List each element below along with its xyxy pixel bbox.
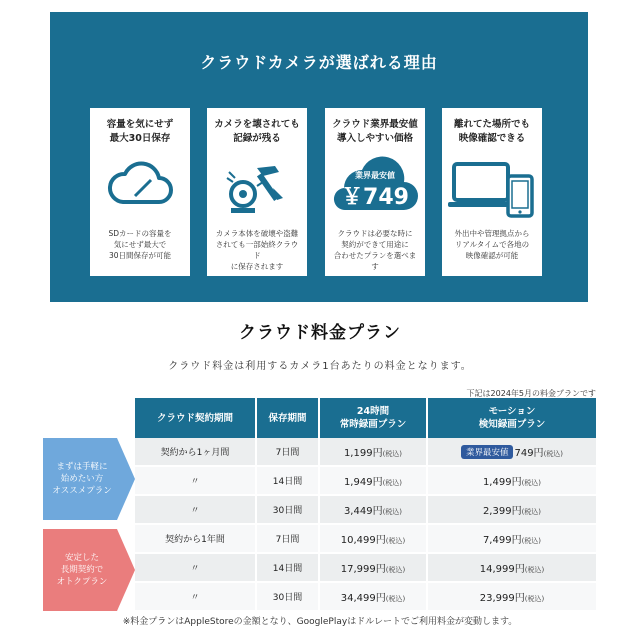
storage-cell: 7日間 xyxy=(256,524,319,553)
period-cell: 契約から1年間 xyxy=(135,524,256,553)
card-body-line: す xyxy=(371,262,379,271)
card-heading-line: カメラを壊されても xyxy=(214,119,300,130)
table-row xyxy=(135,495,596,524)
price-cloud-icon xyxy=(325,152,425,222)
card-heading-line: 映像確認できる xyxy=(458,133,526,144)
reason-card-price xyxy=(325,108,425,276)
card-body-line: 外出中や管理拠点から xyxy=(454,229,530,238)
period-cell: 〃 xyxy=(135,553,256,582)
card-body-line: 気にせず最大で xyxy=(113,240,167,249)
period-cell: 〃 xyxy=(135,495,256,524)
motion-price-cell: 1,499円(税込) xyxy=(427,466,596,495)
table-row xyxy=(135,582,596,611)
storage-cell: 30日間 xyxy=(256,582,319,611)
continuous-price-cell: 34,499円(税込) xyxy=(319,582,427,611)
continuous-price-cell: 3,449円(税込) xyxy=(319,495,427,524)
card-body-line: 映像確認が可能 xyxy=(465,251,519,260)
motion-price-cell: 14,999円(税込) xyxy=(427,553,596,582)
continuous-price-cell: 10,499円(税込) xyxy=(319,524,427,553)
reasons-panel xyxy=(50,12,588,302)
motion-price-cell: 23,999円(税込) xyxy=(427,582,596,611)
period-cell: 〃 xyxy=(135,582,256,611)
reason-card-tamper xyxy=(207,108,307,276)
table-row xyxy=(135,553,596,582)
plan-subtitle: クラウド料金は利用するカメラ1台あたりの料金となります。 xyxy=(168,361,472,372)
longterm-plan-label xyxy=(43,529,135,611)
continuous-price-cell: 17,999円(税込) xyxy=(319,553,427,582)
motion-price-cell: 業界最安値 749円(税込) xyxy=(427,438,596,466)
storage-cell: 7日間 xyxy=(256,438,319,466)
card-heading-line: 最大30日保存 xyxy=(109,133,171,144)
side-label-line: 始めたい方 xyxy=(60,474,104,484)
col-header-continuous: 24時間 常時録画プラン xyxy=(319,398,427,438)
card-heading-line: クラウド業界最安値 xyxy=(332,119,418,130)
table-header-row xyxy=(135,398,596,438)
card-body-line: カメラ本体を破壊や盗難 xyxy=(215,229,299,238)
broken-camera-icon xyxy=(207,158,307,220)
col-header-period: クラウド契約期間 xyxy=(135,398,256,438)
card-body-line: されても一部始終クラウ xyxy=(215,240,299,249)
table-row xyxy=(135,524,596,553)
starter-plan-label xyxy=(43,438,135,520)
card-body-line: 30日間保存が可能 xyxy=(108,251,172,260)
card-body-line: クラウドは必要な時に xyxy=(337,229,413,238)
cheapest-badge-price: ￥749 xyxy=(341,185,409,210)
continuous-price-cell: 1,949円(税込) xyxy=(319,466,427,495)
cloud-icon xyxy=(90,158,190,220)
table-row xyxy=(135,438,596,466)
period-cell: 契約から1ヶ月間 xyxy=(135,438,256,466)
side-label-line: まずは手軽に xyxy=(56,462,108,472)
reason-card-remote xyxy=(442,108,542,276)
reasons-title: クラウドカメラが選ばれる理由 xyxy=(200,53,438,72)
storage-cell: 30日間 xyxy=(256,495,319,524)
footnote: ※料金プランはAppleStoreの金額となり、GooglePlayはドルレートでご利用料金が変動します。 xyxy=(122,617,518,627)
motion-price-cell: 7,499円(税込) xyxy=(427,524,596,553)
col-header-motion: モーション 検知録画プラン xyxy=(427,398,596,438)
table-row xyxy=(135,466,596,495)
continuous-price-cell: 1,199円(税込) xyxy=(319,438,427,466)
side-label-line: オススメプラン xyxy=(52,486,112,496)
cheapest-badge: 業界最安値 xyxy=(461,445,514,459)
card-heading-line: 離れてた場所でも xyxy=(453,119,530,130)
card-body-line: リアルタイムで各地の xyxy=(454,240,530,249)
pricing-table xyxy=(135,398,596,612)
card-body-line: SDカードの容量を xyxy=(108,229,172,238)
storage-cell: 14日間 xyxy=(256,553,319,582)
card-body-line: 契約ができて用途に xyxy=(341,240,409,249)
col-header-storage: 保存期間 xyxy=(256,398,319,438)
card-body-line: ド xyxy=(253,251,261,260)
side-label-line: 安定した xyxy=(64,553,99,563)
devices-icon xyxy=(442,158,542,220)
card-heading-line: 記録が残る xyxy=(233,133,281,144)
plan-title: クラウド料金プラン xyxy=(239,323,401,343)
card-body-line: 合わせたプランを選べま xyxy=(333,251,417,260)
as-of-note: 下記は2024年5月の料金プランです xyxy=(466,389,596,398)
storage-cell: 14日間 xyxy=(256,466,319,495)
reason-card-storage xyxy=(90,108,190,276)
motion-price-cell: 2,399円(税込) xyxy=(427,495,596,524)
card-heading-line: 導入しやすい価格 xyxy=(336,133,413,144)
period-cell: 〃 xyxy=(135,466,256,495)
card-heading-line: 容量を気にせず xyxy=(106,119,174,130)
card-body-line: に保存されます xyxy=(230,262,284,271)
side-label-line: オトクプラン xyxy=(56,577,108,587)
side-label-line: 長期契約で xyxy=(60,565,104,575)
cheapest-badge-label: 業界最安値 xyxy=(355,171,395,180)
